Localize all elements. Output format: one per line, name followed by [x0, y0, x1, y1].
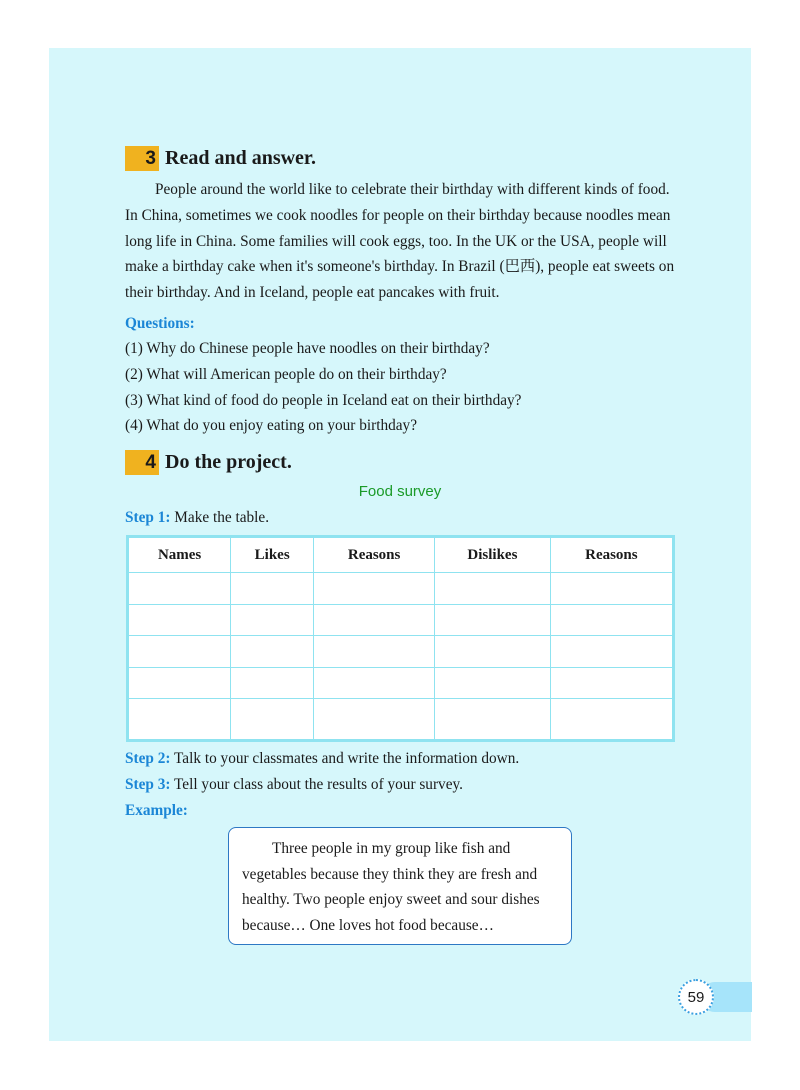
- question-1: (1) Why do Chinese people have noodles on their birthday?: [125, 340, 490, 357]
- step-3-label: Step 3:: [125, 776, 171, 793]
- question-4: (4) What do you enjoy eating on your birthday?: [125, 417, 417, 434]
- section-4-heading: [125, 450, 292, 475]
- food-survey-table: [126, 535, 675, 742]
- header-likes: Likes: [231, 537, 314, 573]
- table-cell: [435, 636, 551, 668]
- step-2: [125, 750, 519, 768]
- table-cell: [550, 667, 673, 699]
- table-row: [128, 573, 674, 605]
- header-reasons-dislikes: Reasons: [550, 537, 673, 573]
- table-cell: [314, 573, 435, 605]
- table-cell: [314, 604, 435, 636]
- table-cell: [435, 573, 551, 605]
- table-cell: [435, 667, 551, 699]
- table-cell: [128, 573, 231, 605]
- table-cell: [435, 604, 551, 636]
- questions-label: Questions:: [125, 315, 195, 332]
- table-cell: [231, 636, 314, 668]
- table-cell: [314, 699, 435, 741]
- table-cell: [231, 604, 314, 636]
- table-cell: [128, 667, 231, 699]
- header-dislikes: Dislikes: [435, 537, 551, 573]
- section-3-heading: [125, 146, 316, 171]
- step-1-label: Step 1:: [125, 509, 171, 526]
- step-2-label: Step 2:: [125, 750, 171, 767]
- example-label: Example:: [125, 802, 188, 819]
- table-cell: [231, 573, 314, 605]
- table-cell: [314, 667, 435, 699]
- survey-title: Food survey: [358, 483, 442, 500]
- table-row: [128, 604, 674, 636]
- table-row: [128, 699, 674, 741]
- header-reasons-likes: Reasons: [314, 537, 435, 573]
- table-header-row: [128, 537, 674, 573]
- header-names: Names: [128, 537, 231, 573]
- table-cell: [550, 699, 673, 741]
- section-4-title: Do the project.: [165, 451, 292, 473]
- question-2: (2) What will American people do on their birthday?: [125, 366, 447, 383]
- step-1-text: Make the table.: [174, 509, 270, 526]
- table-cell: [128, 636, 231, 668]
- table-cell: [128, 699, 231, 741]
- table-cell: [128, 604, 231, 636]
- section-4-number-badge: 4: [125, 450, 159, 475]
- table-cell: [550, 604, 673, 636]
- table-cell: [550, 636, 673, 668]
- table-row: [128, 636, 674, 668]
- step-2-text: Talk to your classmates and write the information down.: [174, 750, 520, 767]
- reading-passage: [125, 177, 685, 306]
- page-number: 59: [678, 979, 714, 1015]
- step-3: [125, 776, 463, 794]
- reading-paragraph: People around the world like to celebrate their birthday with different kinds of food. In China, sometimes we cook noodles for people on their birthday because noodles mean long life in China. Some families will cook eggs, too. In the UK or the USA, people will make a birthday cake when it's someone's birthday. In Brazil (巴西), people eat sweets on their birthday. And in Iceland, people eat pancakes with fruit.: [125, 181, 675, 302]
- table-row: [128, 667, 674, 699]
- section-3-title: Read and answer.: [165, 147, 316, 169]
- example-text: Three people in my group like fish and vegetables because they think they are fresh and healthy. Two people enjoy sweet and sour dishes because… One loves hot food because…: [242, 840, 540, 934]
- table-cell: [435, 699, 551, 741]
- section-3-number-badge: 3: [125, 146, 159, 171]
- step-1: [125, 509, 269, 527]
- step-3-text: Tell your class about the results of your survey.: [174, 776, 463, 793]
- table-cell: [314, 636, 435, 668]
- example-box: [228, 827, 572, 945]
- question-3: (3) What kind of food do people in Iceland eat on their birthday?: [125, 392, 522, 409]
- table-cell: [231, 667, 314, 699]
- table-cell: [550, 573, 673, 605]
- table-cell: [231, 699, 314, 741]
